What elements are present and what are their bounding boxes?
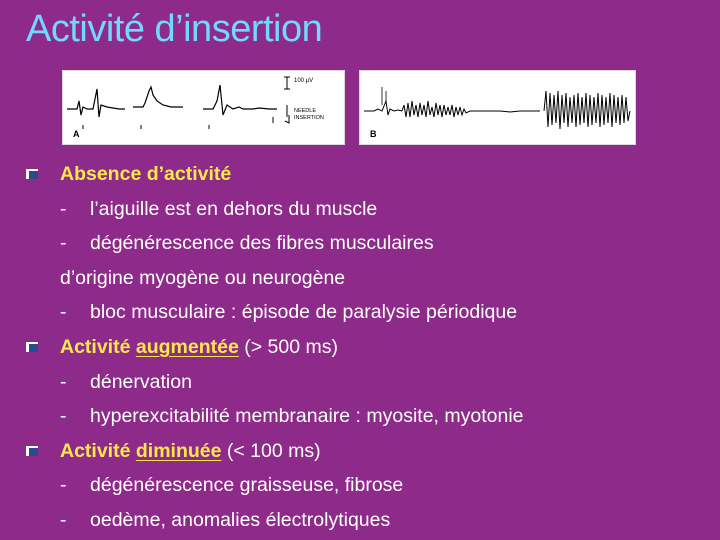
heading-emphasis: augmentée xyxy=(135,335,239,358)
list-item xyxy=(60,192,710,227)
list-item-text: oedème, anomalies électrolytiques xyxy=(90,508,391,531)
dash: - xyxy=(60,232,67,255)
emg-trace-a xyxy=(63,71,344,144)
panel-label-a: A xyxy=(73,129,80,139)
dash: - xyxy=(60,508,67,531)
scale-label: 100 µV xyxy=(294,78,314,84)
list-item xyxy=(60,365,710,400)
heading-text: Activité xyxy=(60,335,136,358)
heading-range: (> 500 ms) xyxy=(238,335,338,358)
heading-text: Activité xyxy=(60,439,136,462)
marker-label-line2: INSERTION xyxy=(294,115,324,121)
dash: - xyxy=(60,197,67,220)
square-bullet-icon xyxy=(26,446,38,456)
list-item-continuation: d’origine myogène ou neurogène xyxy=(60,266,346,289)
slide-title: Activité d’insertion xyxy=(26,8,323,50)
list-item xyxy=(60,226,710,261)
slide-body xyxy=(60,157,710,538)
list-item-text: bloc musculaire : épisode de paralysie périodique xyxy=(90,301,518,324)
emg-figure-b xyxy=(359,70,636,145)
dash: - xyxy=(60,405,67,428)
heading-text: Absence d’activité xyxy=(60,163,232,185)
list-item xyxy=(60,295,710,330)
list-item xyxy=(60,468,710,503)
dash: - xyxy=(60,474,67,497)
list-item xyxy=(60,503,710,538)
heading-range: (< 100 ms) xyxy=(221,439,321,462)
section-heading-diminuee xyxy=(60,434,710,469)
list-item-text: dénervation xyxy=(90,370,192,393)
list-item-text: hyperexcitabilité membranaire : myosite, myotonie xyxy=(90,405,524,428)
section-heading-augmentee xyxy=(60,330,710,365)
marker-label-line1: NEEDLE xyxy=(294,108,317,114)
list-item-text: dégénérescence graisseuse, fibrose xyxy=(90,474,404,497)
emg-trace-b xyxy=(360,71,635,144)
square-bullet-icon xyxy=(26,169,38,179)
dash: - xyxy=(60,370,67,393)
section-heading-absence xyxy=(60,157,710,192)
list-item-text: dégénérescence des fibres musculaires xyxy=(90,232,434,255)
emg-figure-a xyxy=(62,70,345,145)
list-item xyxy=(60,399,710,434)
square-bullet-icon xyxy=(26,342,38,352)
panel-label-b: B xyxy=(370,129,377,139)
list-item-text: l’aiguille est en dehors du muscle xyxy=(90,197,378,220)
dash: - xyxy=(60,301,67,324)
heading-emphasis: diminuée xyxy=(135,439,222,462)
